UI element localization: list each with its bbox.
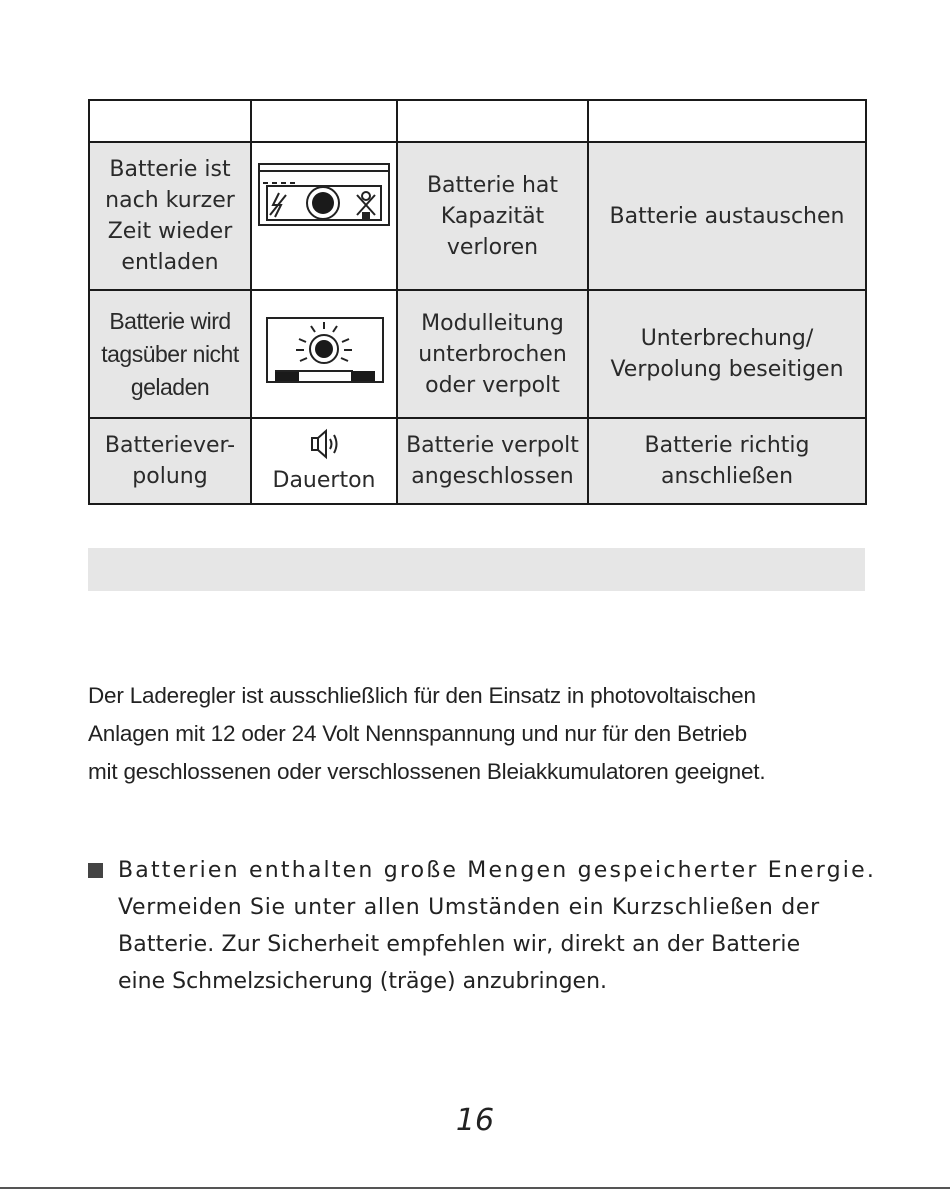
led-display-blinking-icon: [253, 291, 395, 408]
remedy-cell: Batterie richtig anschließen: [588, 418, 866, 504]
paragraph-line: Anlagen mit 12 oder 24 Volt Nennspannung und nur für den Betrieb: [88, 721, 747, 746]
header-cell: [588, 100, 866, 142]
remedy-cell: Batterie austauschen: [588, 142, 866, 290]
table-row: [89, 418, 866, 504]
bullet-text: [118, 852, 877, 1000]
bullet-line: eine Schmelzsicherung (träge) anzubringen.: [118, 969, 608, 994]
table-row: [89, 142, 866, 290]
bullet-line: Batterie. Zur Sicherheit empfehlen wir, direkt an der Batterie: [118, 932, 801, 957]
cause-cell: Modulleitung unterbrochen oder verpolt: [397, 290, 588, 418]
remedy-cell: Unterbrechung/ Verpolung beseitigen: [588, 290, 866, 418]
header-cell: [89, 100, 251, 142]
speaker-icon: [304, 427, 344, 461]
header-cell: [397, 100, 588, 142]
cause-cell: Batterie hat Kapazität verloren: [397, 142, 588, 290]
problem-cell: [89, 290, 251, 418]
problem-text: Batterie wird tagsüber nicht geladen: [101, 307, 239, 400]
problem-cell: Batterie ist nach kurzer Zeit wieder entladen: [89, 142, 251, 290]
header-cell: [251, 100, 397, 142]
led-display-discharge-icon: [253, 143, 395, 280]
display-cell: [251, 418, 397, 504]
intro-paragraph: [88, 677, 865, 791]
display-cell: [251, 142, 397, 290]
troubleshooting-table: [88, 99, 867, 505]
bullet-line: Vermeiden Sie unter allen Umständen ein Kurzschließen der: [118, 895, 820, 920]
paragraph-line: Der Laderegler ist ausschließlich für den Einsatz in photovoltaischen: [88, 683, 756, 708]
paragraph-line: mit geschlossenen oder verschlossenen Bleiakkumulatoren geeignet.: [88, 759, 766, 784]
table-header-row: [89, 100, 866, 142]
display-cell: [251, 290, 397, 418]
display-label: Dauerton: [272, 467, 376, 493]
bullet-line: Batterien enthalten große Mengen gespeicherter Energie.: [118, 858, 877, 883]
section-heading-bar: [88, 548, 865, 591]
page-number: 16: [455, 1103, 495, 1138]
problem-cell: Batteriever- polung: [89, 418, 251, 504]
safety-bullet: [88, 852, 877, 1000]
table-row: [89, 290, 866, 418]
cause-cell: Batterie verpolt angeschlossen: [397, 418, 588, 504]
bullet-square-icon: [88, 863, 103, 878]
